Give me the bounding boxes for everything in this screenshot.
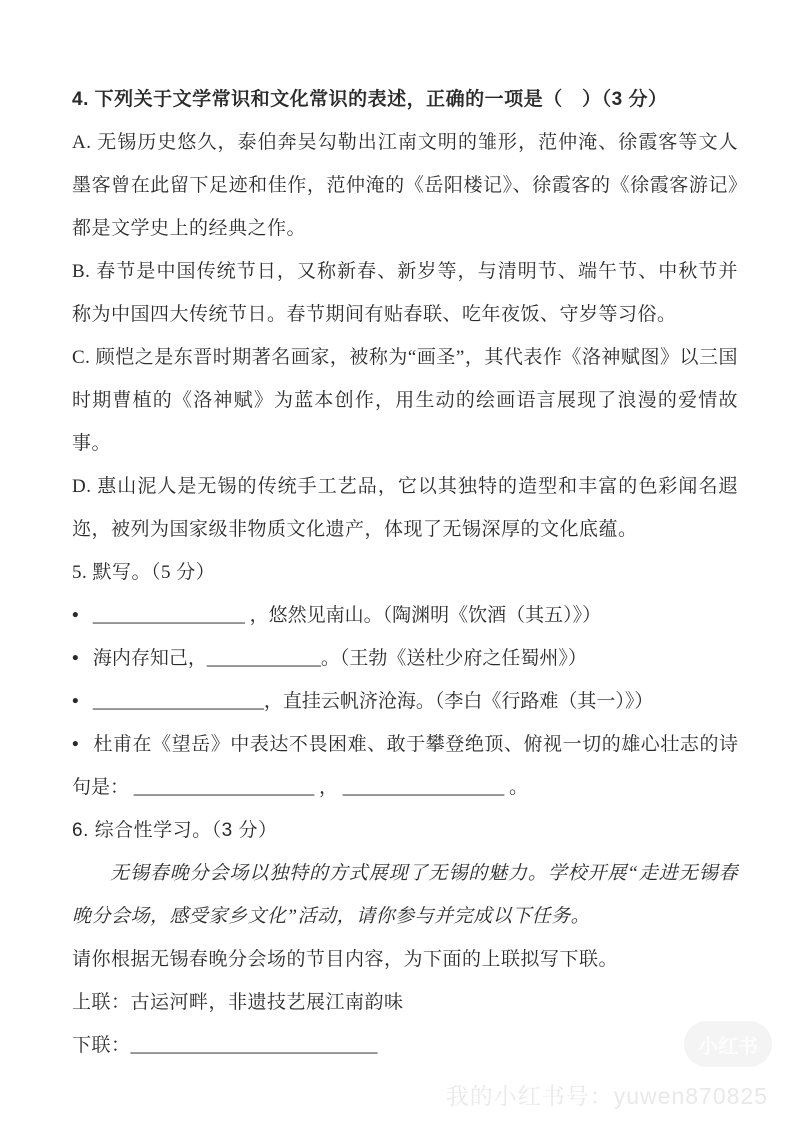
bullet-icon: • <box>72 691 80 712</box>
q4-title: 4. 下列关于文学常识和文化常识的表述，正确的一项是（ ）（3 分） <box>72 89 668 110</box>
q5-item-3 <box>72 680 738 723</box>
q5-item-2 <box>72 637 738 680</box>
q5-item-4 <box>72 723 738 809</box>
couplet-first-line: 上联：古运河畔，非遗技艺展江南韵味 <box>72 992 404 1013</box>
exam-content <box>72 78 738 1067</box>
xiaohongshu-logo-badge <box>684 1021 772 1067</box>
couplet-second-line <box>72 1024 738 1067</box>
watermark-account-text: 我的小红书号：yuwen870825 <box>445 1083 768 1109</box>
bullet-icon: • <box>72 648 80 669</box>
q6-intro: 无锡春晚分会场以独特的方式展现了无锡的魅力。学校开展“走进无锡春晚分会场，感受家乡文化”活动，请你参与并完成以下任务。 <box>72 863 738 927</box>
q5-item-3-text: __________________，直挂云帆济沧海。（李白《行路难（其一）》） <box>92 691 654 712</box>
couplet-second-blank: __________________________ <box>130 1035 378 1056</box>
q5-item-1-text: ________________ ，悠然见南山。（陶渊明《饮酒（其五）》） <box>92 605 602 626</box>
bullet-icon: • <box>72 734 80 755</box>
q5-title: 5. 默写。（5 分） <box>72 562 216 583</box>
couplet-second-label: 下联： <box>72 1035 131 1056</box>
q5-item-4-text: 杜甫在《望岳》中表达不畏困难、敢于攀登绝顶、俯视一切的雄心壮志的诗句是： ___________________ ， _________________ 。 <box>72 734 738 798</box>
bullet-icon: • <box>72 605 80 626</box>
q5-item-2-text: 海内存知己，____________。（王勃《送杜少府之任蜀州》） <box>92 648 587 669</box>
q4-option-a: A. 无锡历史悠久，泰伯奔吴勾勒出江南文明的雏形，范仲淹、徐霞客等文人墨客曾在此留下足迹和佳作，范仲淹的《岳阳楼记》、徐霞客的《徐霞客游记》都是文学史上的经典之作。 <box>72 132 738 239</box>
q4-option-d: D. 惠山泥人是无锡的传统手工艺品，它以其独特的造型和丰富的色彩闻名遐迩，被列为国家级非物质文化遗产，体现了无锡深厚的文化底蕴。 <box>72 476 738 540</box>
q4-option-c: C. 顾恺之是东晋时期著名画家，被称为“画圣”，其代表作《洛神赋图》以三国时期曹植的《洛神赋》为蓝本创作，用生动的绘画语言展现了浪漫的爱情故事。 <box>72 347 738 454</box>
q6-title: 6. 综合性学习。（3 分） <box>72 820 278 841</box>
q5-item-1 <box>72 594 738 637</box>
q4-option-b: B. 春节是中国传统节日，又称新春、新岁等，与清明节、端午节、中秋节并称为中国四大传统节日。春节期间有贴春联、吃年夜饭、守岁等习俗。 <box>72 261 738 325</box>
q6-task: 请你根据无锡春晚分会场的节目内容，为下面的上联拟写下联。 <box>72 949 619 970</box>
xiaohongshu-logo-label: 小红书 <box>698 1035 758 1058</box>
